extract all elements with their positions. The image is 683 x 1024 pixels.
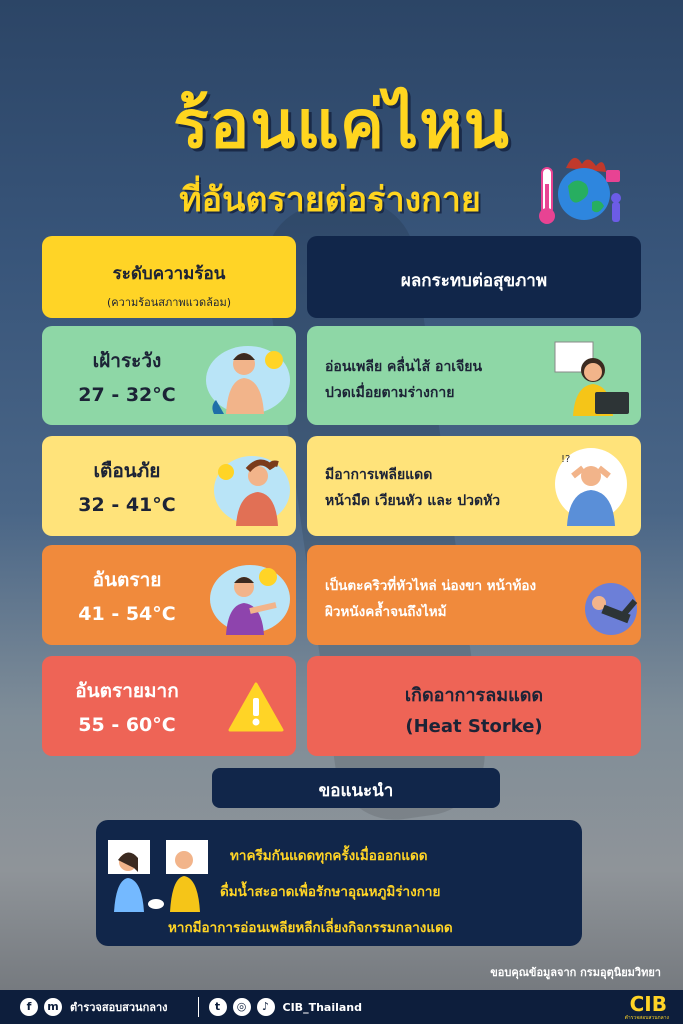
hot-globe-icon [536, 150, 626, 230]
effect-text [325, 462, 565, 514]
effect-line-2: ปวดเมื่อยตามร่างกาย [325, 385, 455, 401]
level-name: เตือนภัย [93, 460, 161, 482]
level-card-warning [42, 436, 296, 536]
burned-woman-icon [206, 559, 292, 635]
effect-text [325, 354, 565, 406]
facebook-icon[interactable]: f [20, 998, 38, 1016]
main-title: ร้อนแค่ไหน [173, 86, 510, 163]
sub-title: ที่อันตรายต่อร่างกาย [179, 180, 481, 220]
effect-card-warning [307, 436, 641, 536]
advice-item: ดื่มน้ำสะอาดเพื่อรักษาอุณหภูมิร่างกาย [220, 884, 441, 900]
svg-text:!?: !? [561, 454, 571, 465]
effect-line-1: เป็นตะคริวที่หัวไหล่ น่องขา หน้าท้อง [325, 578, 537, 594]
advice-title: ขอแนะนำ [212, 768, 500, 808]
level-header-title: ระดับความร้อน [112, 264, 226, 284]
twitter-icon[interactable]: t [209, 998, 227, 1016]
sunscreen-people-icon [108, 838, 208, 912]
tired-woman-icon [553, 340, 633, 416]
warning-icon [228, 682, 284, 732]
footer-divider [198, 997, 199, 1017]
advice-item: ทาครีมกันแดดทุกครั้งเมื่อออกแดด [230, 848, 428, 864]
level-temperature: 41 - 54°C [78, 603, 176, 625]
effect-line-1: อ่อนเพลีย คลื่นไส้ อาเจียน [325, 359, 483, 375]
effect-header [307, 236, 641, 318]
level-card-watch [42, 326, 296, 425]
footer-bar [0, 990, 683, 1024]
social-handle[interactable]: CIB_Thailand [282, 1000, 362, 1014]
level-temperature: 55 - 60°C [78, 714, 176, 736]
level-card-danger [42, 545, 296, 645]
effect-card-danger [307, 545, 641, 645]
level-name: อันตราย [92, 569, 162, 591]
level-header [42, 236, 296, 318]
tiktok-icon[interactable]: ♪ [257, 998, 275, 1016]
level-header-subtitle: (ความร้อนสภาพแวดล้อม) [107, 296, 231, 309]
cib-logo: CIB [629, 992, 667, 1016]
effect-line-1: เกิดอาการลมแดด [404, 685, 544, 706]
messenger-icon[interactable]: m [44, 998, 62, 1016]
level-temperature: 27 - 32°C [78, 384, 176, 406]
level-name: เฝ้าระวัง [92, 350, 162, 372]
effect-header-title: ผลกระทบต่อสุขภาพ [400, 271, 548, 291]
effect-line-2: ผิวหนังคล้ำจนถึงไหม้ [325, 604, 447, 620]
hot-woman-icon [208, 450, 292, 526]
effect-line-1: มีอาการเพลียแดด [325, 467, 433, 483]
instagram-icon[interactable]: ◎ [233, 998, 251, 1016]
level-name: อันตรายมาก [75, 680, 179, 702]
effect-card-extreme [307, 656, 641, 756]
level-temperature: 32 - 41°C [78, 494, 176, 516]
credit-text: ขอบคุณข้อมูลจาก กรมอุตุนิยมวิทยา [490, 966, 661, 979]
effect-card-watch [307, 326, 641, 425]
effect-line-2: (Heat Storke) [405, 716, 543, 737]
effect-line-2: หน้ามืด เวียนหัว และ ปวดหัว [325, 493, 501, 509]
level-card-extreme [42, 656, 296, 756]
advice-box [96, 820, 582, 946]
effect-text [325, 573, 595, 625]
facebook-page-name[interactable]: ตำรวจสอบสวนกลาง [70, 1001, 168, 1014]
lying-person-icon [583, 579, 639, 639]
advice-item: หากมีอาการอ่อนเพลียหลีกเลี่ยงกิจกรรมกลางแดด [168, 920, 453, 936]
sweating-man-icon [202, 340, 292, 416]
cib-logo-subtitle: ตำรวจสอบสวนกลาง [624, 1015, 669, 1021]
dizzy-man-icon [547, 446, 633, 528]
